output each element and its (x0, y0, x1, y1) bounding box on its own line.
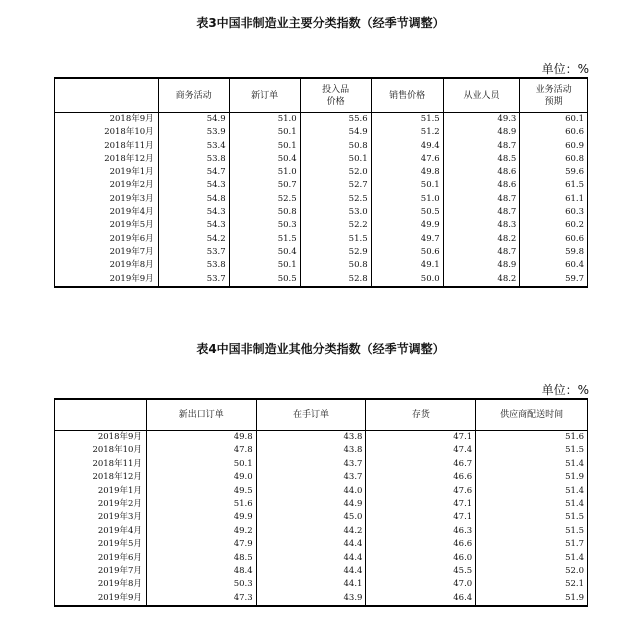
table-row (55, 126, 588, 139)
value-cell: 52.8 (300, 273, 371, 287)
value-cell: 44.4 (256, 565, 366, 578)
row-month-cell: 2019年9月 (55, 273, 159, 287)
value-cell: 60.8 (520, 153, 588, 166)
value-cell: 50.1 (229, 126, 300, 139)
value-cell: 60.3 (520, 206, 588, 219)
table4-header-2: 存货 (366, 399, 476, 431)
value-cell: 46.7 (366, 458, 476, 471)
value-cell: 47.3 (146, 592, 256, 606)
value-cell: 51.5 (476, 444, 588, 457)
value-cell: 51.5 (300, 233, 371, 246)
value-cell: 49.7 (371, 233, 443, 246)
value-cell: 48.9 (443, 259, 520, 272)
row-month-cell: 2018年12月 (55, 471, 147, 484)
value-cell: 46.0 (366, 552, 476, 565)
value-cell: 47.8 (146, 444, 256, 457)
row-month-cell: 2019年3月 (55, 511, 147, 524)
table4-header-0: 新出口订单 (146, 399, 256, 431)
value-cell: 49.3 (443, 113, 520, 127)
table-row (55, 578, 588, 591)
table3-header-row (55, 78, 588, 113)
value-cell: 51.5 (476, 525, 588, 538)
value-cell: 43.9 (256, 592, 366, 606)
row-month-cell: 2019年7月 (55, 246, 159, 259)
value-cell: 50.6 (371, 246, 443, 259)
value-cell: 51.6 (476, 431, 588, 445)
value-cell: 61.5 (520, 179, 588, 192)
value-cell: 51.4 (476, 552, 588, 565)
value-cell: 60.6 (520, 126, 588, 139)
value-cell: 52.0 (300, 166, 371, 179)
value-cell: 53.8 (158, 259, 229, 272)
table3-unit: 单位：% (541, 62, 589, 76)
value-cell: 49.1 (371, 259, 443, 272)
table-row (55, 485, 588, 498)
table3-header-5: 业务活动 预期 (520, 78, 588, 113)
value-cell: 50.5 (229, 273, 300, 287)
value-cell: 60.6 (520, 233, 588, 246)
value-cell: 50.8 (300, 140, 371, 153)
value-cell: 51.6 (146, 498, 256, 511)
value-cell: 54.2 (158, 233, 229, 246)
value-cell: 51.5 (476, 511, 588, 524)
value-cell: 50.4 (229, 246, 300, 259)
table-row (55, 246, 588, 259)
row-month-cell: 2019年6月 (55, 233, 159, 246)
value-cell: 50.0 (371, 273, 443, 287)
table-row (55, 431, 588, 445)
table4-title: 表4中国非制造业其他分类指数（经季节调整） (196, 342, 445, 356)
row-month-cell: 2019年2月 (55, 498, 147, 511)
row-month-cell: 2019年8月 (55, 259, 159, 272)
table-row (55, 565, 588, 578)
value-cell: 50.4 (229, 153, 300, 166)
row-month-cell: 2019年5月 (55, 538, 147, 551)
row-month-cell: 2019年8月 (55, 578, 147, 591)
table4 (54, 398, 588, 607)
row-month-cell: 2018年10月 (55, 444, 147, 457)
row-month-cell: 2018年10月 (55, 126, 159, 139)
value-cell: 54.3 (158, 219, 229, 232)
value-cell: 51.0 (371, 193, 443, 206)
value-cell: 49.2 (146, 525, 256, 538)
value-cell: 48.4 (146, 565, 256, 578)
value-cell: 50.8 (300, 259, 371, 272)
row-month-cell: 2019年7月 (55, 565, 147, 578)
value-cell: 47.4 (366, 444, 476, 457)
value-cell: 46.4 (366, 592, 476, 606)
table-row (55, 498, 588, 511)
table3-body (55, 113, 588, 287)
value-cell: 43.8 (256, 431, 366, 445)
table-row (55, 444, 588, 457)
row-month-cell: 2018年12月 (55, 153, 159, 166)
table3-title: 表3中国非制造业主要分类指数（经季节调整） (196, 16, 445, 30)
value-cell: 54.9 (300, 126, 371, 139)
value-cell: 48.2 (443, 273, 520, 287)
value-cell: 49.0 (146, 471, 256, 484)
value-cell: 51.0 (229, 113, 300, 127)
value-cell: 48.7 (443, 193, 520, 206)
table-row (55, 471, 588, 484)
value-cell: 44.4 (256, 552, 366, 565)
value-cell: 50.7 (229, 179, 300, 192)
value-cell: 50.1 (229, 259, 300, 272)
table-row (55, 193, 588, 206)
value-cell: 51.2 (371, 126, 443, 139)
value-cell: 45.0 (256, 511, 366, 524)
value-cell: 54.8 (158, 193, 229, 206)
value-cell: 52.1 (476, 578, 588, 591)
value-cell: 53.8 (158, 153, 229, 166)
value-cell: 51.4 (476, 458, 588, 471)
value-cell: 51.5 (229, 233, 300, 246)
value-cell: 51.7 (476, 538, 588, 551)
value-cell: 52.7 (300, 179, 371, 192)
table3-header-0: 商务活动 (158, 78, 229, 113)
table3-header-2: 投入品 价格 (300, 78, 371, 113)
table-row (55, 592, 588, 606)
value-cell: 52.9 (300, 246, 371, 259)
table4-header-1: 在手订单 (256, 399, 366, 431)
value-cell: 53.9 (158, 126, 229, 139)
table-row (55, 458, 588, 471)
value-cell: 48.5 (443, 153, 520, 166)
table-row (55, 273, 588, 287)
value-cell: 46.6 (366, 471, 476, 484)
value-cell: 44.1 (256, 578, 366, 591)
value-cell: 43.7 (256, 471, 366, 484)
value-cell: 60.1 (520, 113, 588, 127)
row-month-cell: 2018年11月 (55, 140, 159, 153)
table3-header-4: 从业人员 (443, 78, 520, 113)
value-cell: 52.0 (476, 565, 588, 578)
value-cell: 43.7 (256, 458, 366, 471)
value-cell: 49.9 (146, 511, 256, 524)
value-cell: 54.9 (158, 113, 229, 127)
value-cell: 60.4 (520, 259, 588, 272)
value-cell: 50.1 (146, 458, 256, 471)
table3-header-1: 新订单 (229, 78, 300, 113)
value-cell: 48.7 (443, 206, 520, 219)
value-cell: 48.2 (443, 233, 520, 246)
value-cell: 50.3 (229, 219, 300, 232)
value-cell: 51.0 (229, 166, 300, 179)
value-cell: 61.1 (520, 193, 588, 206)
value-cell: 60.9 (520, 140, 588, 153)
value-cell: 50.1 (229, 140, 300, 153)
table3 (54, 77, 588, 288)
row-month-cell: 2019年1月 (55, 166, 159, 179)
table-row (55, 538, 588, 551)
value-cell: 50.1 (371, 179, 443, 192)
row-month-cell: 2019年3月 (55, 193, 159, 206)
table4-corner-cell (55, 399, 147, 431)
value-cell: 51.9 (476, 471, 588, 484)
value-cell: 48.6 (443, 166, 520, 179)
value-cell: 47.9 (146, 538, 256, 551)
table4-header-3: 供应商配送时间 (476, 399, 588, 431)
row-month-cell: 2018年11月 (55, 458, 147, 471)
table3-corner-cell (55, 78, 159, 113)
value-cell: 49.8 (146, 431, 256, 445)
row-month-cell: 2018年9月 (55, 113, 159, 127)
value-cell: 48.5 (146, 552, 256, 565)
value-cell: 48.7 (443, 140, 520, 153)
row-month-cell: 2018年9月 (55, 431, 147, 445)
value-cell: 50.1 (300, 153, 371, 166)
value-cell: 48.3 (443, 219, 520, 232)
value-cell: 59.8 (520, 246, 588, 259)
value-cell: 46.6 (366, 538, 476, 551)
value-cell: 52.5 (229, 193, 300, 206)
value-cell: 50.3 (146, 578, 256, 591)
row-month-cell: 2019年2月 (55, 179, 159, 192)
row-month-cell: 2019年6月 (55, 552, 147, 565)
value-cell: 54.3 (158, 206, 229, 219)
value-cell: 54.3 (158, 179, 229, 192)
value-cell: 51.9 (476, 592, 588, 606)
value-cell: 53.7 (158, 246, 229, 259)
row-month-cell: 2019年9月 (55, 592, 147, 606)
value-cell: 59.7 (520, 273, 588, 287)
value-cell: 49.5 (146, 485, 256, 498)
value-cell: 49.8 (371, 166, 443, 179)
row-month-cell: 2019年4月 (55, 525, 147, 538)
value-cell: 49.4 (371, 140, 443, 153)
value-cell: 47.1 (366, 431, 476, 445)
value-cell: 44.0 (256, 485, 366, 498)
value-cell: 46.3 (366, 525, 476, 538)
table-row (55, 511, 588, 524)
value-cell: 53.0 (300, 206, 371, 219)
value-cell: 51.5 (371, 113, 443, 127)
value-cell: 48.6 (443, 179, 520, 192)
value-cell: 44.9 (256, 498, 366, 511)
value-cell: 50.8 (229, 206, 300, 219)
value-cell: 47.1 (366, 498, 476, 511)
value-cell: 44.4 (256, 538, 366, 551)
value-cell: 52.2 (300, 219, 371, 232)
value-cell: 54.7 (158, 166, 229, 179)
table4-header-row (55, 399, 588, 431)
table-row (55, 219, 588, 232)
row-month-cell: 2019年1月 (55, 485, 147, 498)
table-row (55, 233, 588, 246)
value-cell: 52.5 (300, 193, 371, 206)
table-row (55, 140, 588, 153)
value-cell: 51.4 (476, 485, 588, 498)
value-cell: 55.6 (300, 113, 371, 127)
value-cell: 59.6 (520, 166, 588, 179)
table-row (55, 153, 588, 166)
value-cell: 47.1 (366, 511, 476, 524)
table-row (55, 206, 588, 219)
value-cell: 53.4 (158, 140, 229, 153)
table-row (55, 525, 588, 538)
table-row (55, 259, 588, 272)
table3-header-3: 销售价格 (371, 78, 443, 113)
value-cell: 48.9 (443, 126, 520, 139)
value-cell: 47.6 (371, 153, 443, 166)
table4-unit: 单位：% (541, 383, 589, 397)
table-row (55, 552, 588, 565)
row-month-cell: 2019年5月 (55, 219, 159, 232)
value-cell: 51.4 (476, 498, 588, 511)
value-cell: 47.6 (366, 485, 476, 498)
value-cell: 49.9 (371, 219, 443, 232)
value-cell: 45.5 (366, 565, 476, 578)
row-month-cell: 2019年4月 (55, 206, 159, 219)
table-row (55, 179, 588, 192)
value-cell: 44.2 (256, 525, 366, 538)
value-cell: 48.7 (443, 246, 520, 259)
table-row (55, 113, 588, 127)
value-cell: 53.7 (158, 273, 229, 287)
value-cell: 50.5 (371, 206, 443, 219)
table4-body (55, 431, 588, 607)
value-cell: 47.0 (366, 578, 476, 591)
value-cell: 60.2 (520, 219, 588, 232)
value-cell: 43.8 (256, 444, 366, 457)
table-row (55, 166, 588, 179)
